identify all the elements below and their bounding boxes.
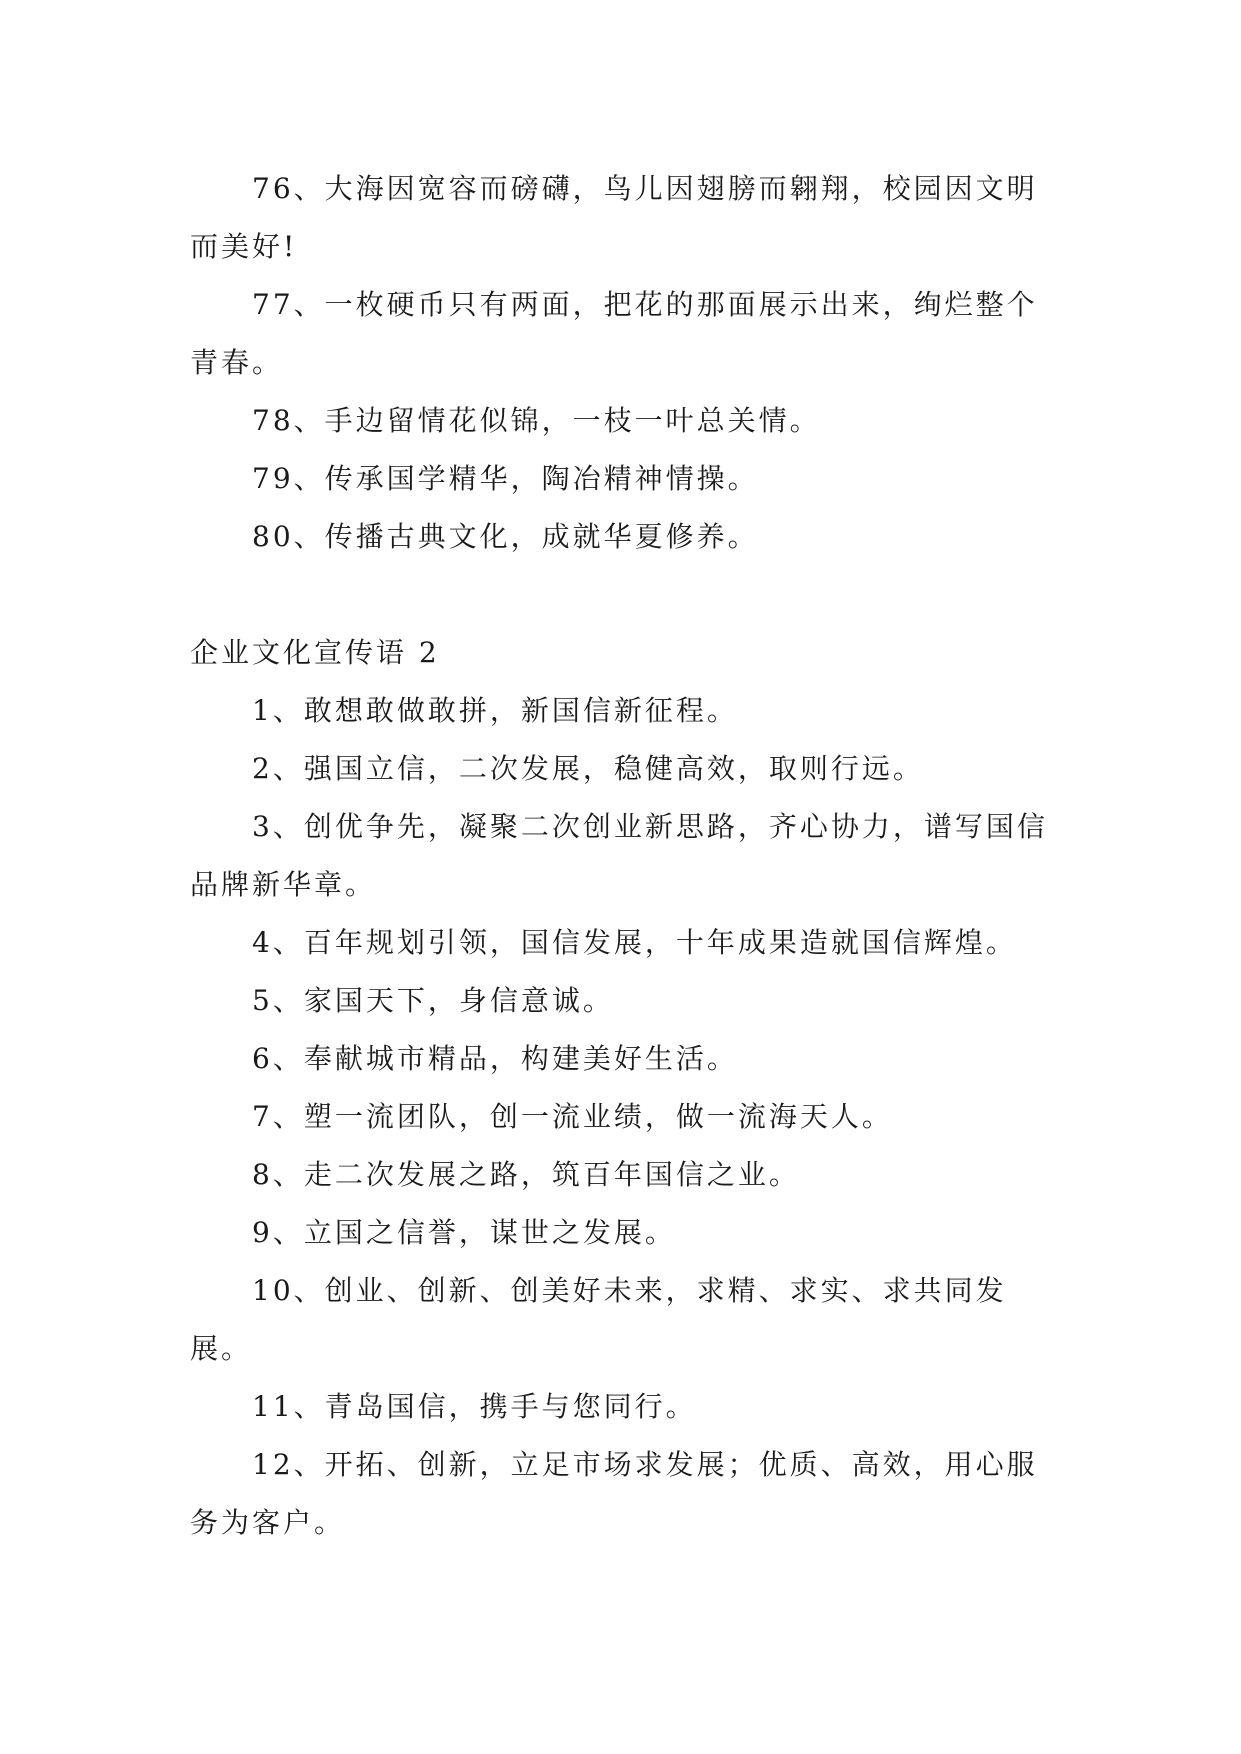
list-item: 80、传播古典文化，成就华夏修养。 [252, 520, 759, 553]
list-item: 6、奉献城市精品，构建美好生活。 [252, 1042, 738, 1075]
list-item: 5、家国天下，身信意诚。 [252, 984, 614, 1017]
list-item: 78、手边留情花似锦，一枝一叶总关情。 [252, 404, 821, 437]
list-item: 11、青岛国信，携手与您同行。 [252, 1390, 697, 1423]
list-item: 7、塑一流团队，创一流业绩，做一流海天人。 [252, 1100, 893, 1133]
list-item: 3、创优争先，凝聚二次创业新思路，齐心协力，谱写国信品牌新华章。 [190, 810, 1048, 901]
list-item: 79、传承国学精华，陶冶精神情操。 [252, 462, 759, 495]
list-item: 4、百年规划引领，国信发展，十年成果造就国信辉煌。 [252, 926, 1017, 959]
list-item: 12、开拓、创新，立足市场求发展；优质、高效，用心服务为客户。 [190, 1448, 1038, 1539]
section-heading: 企业文化宣传语 2 [190, 636, 440, 669]
section-spacer [190, 566, 1050, 624]
list-item: 10、创业、创新、创美好未来，求精、求实、求共同发展。 [190, 1274, 1007, 1365]
document-body [190, 160, 1050, 1552]
list-item: 77、一枚硬币只有两面，把花的那面展示出来，绚烂整个青春。 [190, 288, 1038, 379]
list-item: 2、强国立信，二次发展，稳健高效，取则行远。 [252, 752, 924, 785]
list-item: 1、敢想敢做敢拼，新国信新征程。 [252, 694, 738, 727]
list-item: 76、大海因宽容而磅礴，鸟儿因翅膀而翱翔，校园因文明而美好! [190, 172, 1038, 263]
list-item: 8、走二次发展之路，筑百年国信之业。 [252, 1158, 800, 1191]
list-item: 9、立国之信誉，谋世之发展。 [252, 1216, 676, 1249]
